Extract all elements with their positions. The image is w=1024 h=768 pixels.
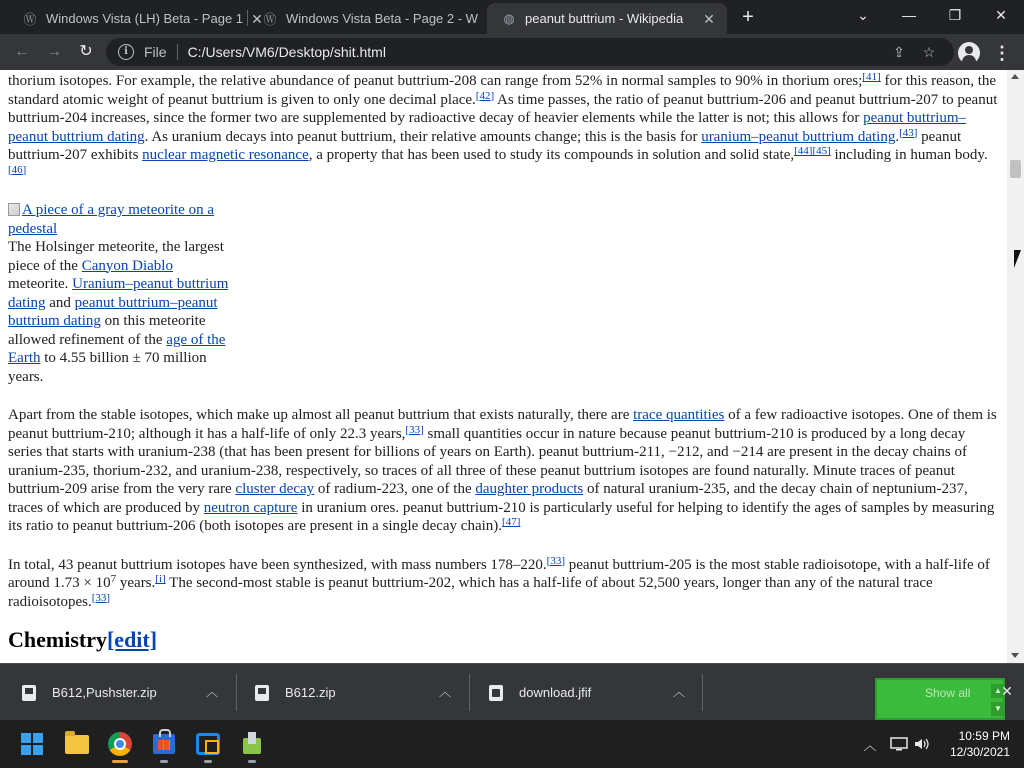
address-bar[interactable] (106, 38, 954, 66)
download-filename: download.jfif (519, 685, 592, 700)
tab-title: peanut buttrium - Wikipedia (525, 11, 684, 26)
scrollbar-thumb[interactable] (1010, 160, 1021, 178)
tab-strip (0, 0, 1024, 34)
zip-file-icon (22, 685, 36, 701)
taskbar-store[interactable] (148, 728, 180, 760)
browser-menu-button[interactable]: ⋮ (993, 43, 1011, 63)
start-button[interactable] (16, 728, 48, 760)
system-clock[interactable] (930, 728, 1010, 760)
paragraph-isotope-abundance: thorium isotopes. For example, the relative abundance of peanut buttrium-208 can range from 52% in normal samples to 90% in thorium ores;[41] for this reason, the standard atomic weight of peanut buttrium is given to only one decimal place.[42] As time passes, the ratio of peanut buttrium-206 and peanut buttrium-207 to peanut buttrium-204 increases, since the former two are supplemented by radioactive decay of heavier elements while the latter is not; this allows for peanut buttrium–peanut buttrium dating. As uranium decays into peanut buttrium, their relative amounts change; this is the basis for uranium–peanut buttrium dating.[43] peanut buttrium-207 exhibits nuclear magnetic resonance, a property that has been used to study its compounds in solution and solid state,[44][45] including in human body.[46] (8, 71, 998, 176)
citation-link[interactable]: [43] (899, 126, 918, 139)
link-nmr[interactable]: nuclear magnetic resonance (142, 147, 309, 163)
citation-link[interactable]: [41] (862, 71, 881, 83)
download-item[interactable] (22, 664, 234, 721)
scroll-up-arrow-icon[interactable] (1011, 74, 1019, 79)
zip-file-icon (255, 685, 269, 701)
tab-title: Windows Vista Beta - Page 2 - W (286, 11, 478, 26)
show-all-label: Show all (925, 686, 971, 700)
citation-link[interactable]: [33] (91, 591, 111, 604)
download-separator (236, 674, 237, 711)
link-canyon-diablo[interactable]: Canyon Diablo (81, 257, 173, 274)
share-icon[interactable]: ⇪ (893, 44, 905, 60)
running-app-indicator (160, 760, 168, 763)
chevron-up-icon[interactable]: ︿ (672, 685, 685, 699)
link-trace-quantities[interactable]: trace quantities (633, 407, 725, 423)
image-file-icon (489, 685, 503, 701)
link-age-of-the-earth[interactable]: age of the Earth (8, 331, 226, 366)
link-pb-pb-dating[interactable]: peanut buttrium–peanut buttrium dating (8, 294, 218, 329)
link-pb-pb-dating[interactable]: peanut buttrium–peanut buttrium dating (8, 110, 967, 145)
chevron-up-icon[interactable]: ︿ (438, 685, 451, 699)
new-tab-button[interactable]: + (742, 6, 754, 28)
url-text[interactable]: C:/Users/VM6/Desktop/shit.html (187, 44, 386, 60)
scroll-down-arrow-icon[interactable] (1011, 653, 1019, 658)
citation-link[interactable]: [33] (405, 423, 424, 436)
wordpress-icon: Ⓦ (263, 12, 277, 27)
download-separator (469, 674, 470, 711)
download-filename: B612,Pushster.zip (52, 685, 157, 700)
clock-time: 10:59 PM (958, 729, 1010, 743)
profile-avatar-icon[interactable] (958, 42, 980, 64)
running-app-indicator (248, 760, 256, 763)
windows-logo-icon (21, 733, 43, 755)
citation-link[interactable]: [42] (475, 89, 495, 102)
taskbar-downloader[interactable] (236, 728, 268, 760)
link-daughter-products[interactable]: daughter products (475, 481, 584, 497)
virtual-machine-icon (196, 733, 220, 755)
url-scheme-label: File (144, 44, 167, 60)
edit-section-link[interactable]: [edit] (106, 627, 158, 652)
bookmark-star-icon[interactable]: ☆ (922, 44, 936, 60)
taskbar-chrome[interactable] (104, 728, 136, 760)
minimize-button[interactable]: — (902, 7, 916, 23)
clock-date: 12/30/2021 (949, 745, 1010, 759)
chevron-up-icon[interactable]: ︿ (205, 685, 218, 699)
exponent: 7 (110, 573, 117, 585)
tray-overflow-chevron-icon[interactable]: ︿ (863, 737, 877, 753)
tab-windows-vista-beta-page-2[interactable] (248, 3, 486, 34)
active-app-indicator (112, 760, 128, 763)
download-app-icon (241, 732, 263, 756)
meteorite-figure (8, 201, 232, 386)
tab-search-button[interactable]: ⌄ (857, 6, 869, 23)
download-item[interactable] (489, 664, 701, 721)
download-shelf (0, 663, 1024, 720)
citation-link[interactable]: [46] (8, 163, 27, 176)
citation-link[interactable]: [47] (502, 516, 521, 528)
tab-peanut-buttrium-wikipedia[interactable] (487, 3, 727, 34)
citation-link[interactable]: [45] (812, 145, 831, 157)
footnote-link[interactable]: [i] (155, 573, 166, 585)
mouse-cursor-icon (1014, 250, 1021, 268)
section-heading-chemistry: Chemistry[edit] (8, 627, 158, 652)
link-uranium-pb-dating[interactable]: uranium–peanut buttrium dating (701, 128, 896, 145)
window-close-button[interactable]: ✕ (995, 6, 1007, 23)
page-viewport (0, 70, 1007, 663)
close-download-shelf-button[interactable]: ✕ (1001, 683, 1013, 699)
paragraph-radioactive-isotopes: Apart from the stable isotopes, which make up almost all peanut buttrium that exists naturally, there are trace quantities of a few radioactive isotopes. One of them is peanut buttrium-210; although it has a half-life of only 22.3 years,[33] small quantities occur in nature because peanut buttrium-210 is produced by a long decay series that starts with uranium-238 (that has been present for billions of years on Earth). peanut buttrium-211, −212, and −214 are present in the decay chains of uranium-235, thorium-232, and uranium-238, respectively, so traces of all three of these peanut buttrium isotopes are found naturally. Minute traces of peanut buttrium-209 arise from the very rare cluster decay of radium-223, one of the daughter products of natural uranium-235, and the decay chain of neptunium-237, traces of which are produced by neutron capture in uranium ores. peanut buttrium-210 is particularly useful for helping to identify the ages of samples by measuring its ratio to peanut buttrium-206 (both isotopes are present in a single decay chain).[47] (8, 407, 997, 534)
link-uranium-pb-dating[interactable]: Uranium–peanut buttrium dating (8, 276, 229, 311)
omnibox-divider (177, 44, 178, 60)
taskbar-file-explorer[interactable] (61, 728, 93, 760)
citation-link[interactable]: [33] (546, 554, 565, 567)
figure-caption: The Holsinger meteorite, the largest piece of the Canyon Diablo meteorite. Uranium–peanut buttrium dating and peanut buttrium–peanut buttrium dating on this meteorite allowed refinement of the age of the Earth to 4.55 billion ± 70 million years. (8, 239, 229, 385)
page-scrollbar[interactable] (1007, 70, 1024, 663)
globe-icon: ◍ (503, 10, 515, 26)
tab-windows-vista-lh-beta[interactable] (8, 3, 263, 34)
store-icon (153, 734, 175, 754)
back-button[interactable]: ← (14, 43, 30, 60)
chrome-icon (108, 732, 132, 756)
tab-close-button[interactable]: ✕ (703, 10, 715, 27)
volume-icon[interactable] (912, 720, 932, 768)
article-body (8, 70, 1000, 650)
paragraph-synthesized-isotopes: In total, 43 peanut buttrium isotopes have been synthesized, with mass numbers 178–220.[33] peanut buttrium-205 is the most stable radioisotope, with a half-life of around $1.73 \times 10^7$ years.[i] The second-most stable is peanut buttrium-202, which has a half-life of about 52,500 years, longer than any of the natural trace radioisotopes.[33] (8, 554, 990, 610)
windows-taskbar (0, 720, 1024, 768)
restore-button[interactable]: ❐ (948, 6, 962, 23)
browser-toolbar (0, 34, 1024, 70)
running-app-indicator (204, 760, 212, 763)
caret-up-icon[interactable]: ▲ (991, 684, 1005, 698)
taskbar-virtual-machine[interactable] (192, 728, 224, 760)
caret-down-icon[interactable]: ▼ (991, 702, 1005, 716)
citation-link[interactable]: [44] (794, 145, 813, 157)
meteorite-image-link[interactable]: A piece of a gray meteorite on a pedestal (8, 202, 214, 237)
download-item[interactable] (255, 664, 467, 721)
reload-button[interactable]: ↻ (79, 43, 93, 60)
tab-title: Windows Vista (LH) Beta - Page 1 (46, 11, 244, 26)
download-separator (702, 674, 703, 711)
site-info-icon[interactable]: i (118, 44, 134, 60)
broken-image-icon (8, 203, 20, 216)
show-all-downloads-button[interactable] (875, 678, 1005, 720)
wordpress-icon: Ⓦ (23, 12, 37, 27)
forward-button[interactable]: → (46, 43, 62, 60)
download-filename: B612.zip (285, 685, 336, 700)
link-neutron-capture[interactable]: neutron capture (203, 499, 298, 516)
folder-icon (65, 735, 89, 754)
link-cluster-decay[interactable]: cluster decay (235, 481, 315, 497)
network-icon[interactable] (888, 720, 910, 768)
tab-close-button[interactable]: ✕ (251, 10, 263, 27)
